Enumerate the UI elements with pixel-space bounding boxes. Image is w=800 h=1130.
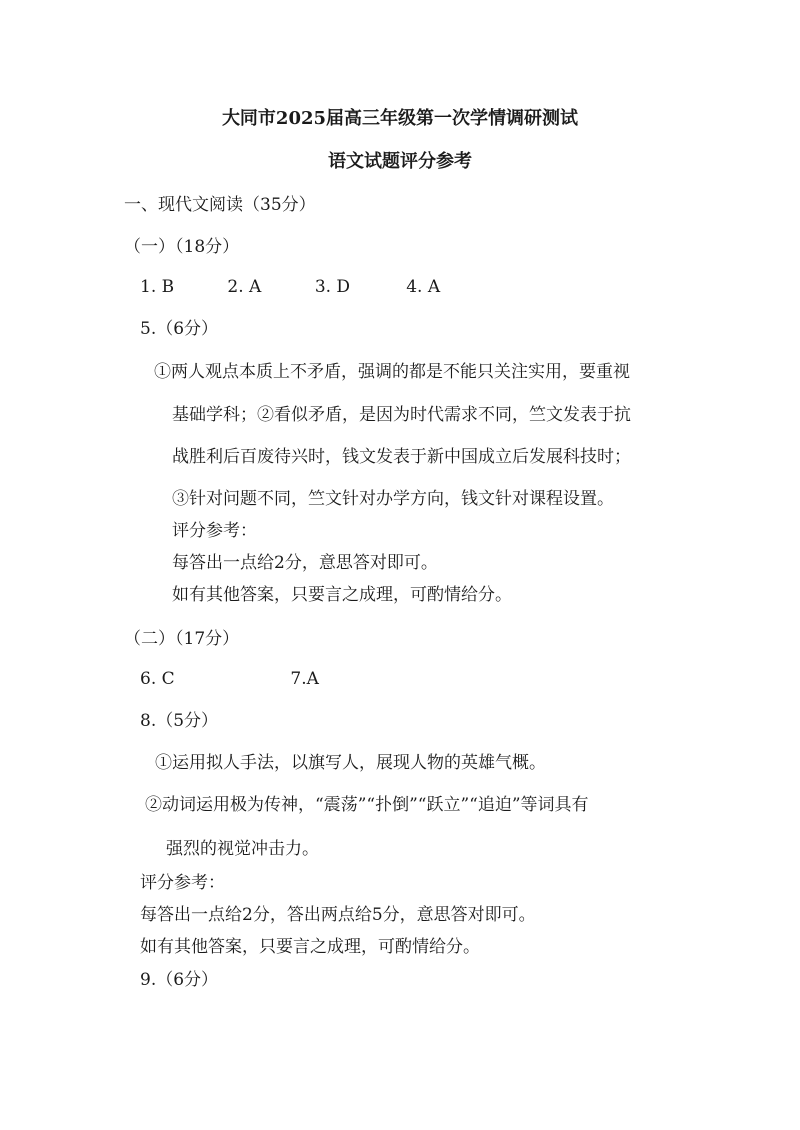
- part1-heading: （一）（18分）: [124, 237, 240, 257]
- answer-q6: 6. C: [140, 669, 175, 689]
- document-subtitle: 语文试题评分参考: [328, 151, 472, 172]
- q5-answer-line-1: ①两人观点本质上不矛盾，强调的都是不能只关注实用，要重视: [154, 362, 630, 382]
- q8-scoring-line-1: 每答出一点给2分，答出两点给5分，意思答对即可。: [140, 905, 536, 925]
- part1-answers-row: [140, 276, 440, 298]
- q8-label: 8.（5分）: [140, 711, 219, 731]
- q5-scoring-line-2: 如有其他答案，只要言之成理，可酌情给分。: [172, 585, 512, 605]
- answer-q2: 2. A: [227, 277, 262, 297]
- section-heading-modern-reading: 一、现代文阅读（35分）: [124, 195, 316, 215]
- answer-q1: 1. B: [140, 277, 175, 297]
- part2-answers-row: [140, 668, 319, 690]
- q5-answer-line-2: 基础学科；②看似矛盾，是因为时代需求不同，竺文发表于抗: [172, 405, 631, 425]
- part2-heading: （二）（17分）: [124, 629, 240, 649]
- answer-q7: 7.A: [290, 669, 319, 689]
- q5-label: 5.（6分）: [140, 319, 219, 339]
- q8-answer-line-3: 强烈的视觉冲击力。: [166, 839, 319, 859]
- document-title: 大同市2025届高三年级第一次学情调研测试: [221, 108, 579, 129]
- answer-q4: 4. A: [406, 277, 441, 297]
- q5-answer-line-3: 战胜利后百废待兴时，钱文发表于新中国成立后发展科技时；: [172, 447, 631, 467]
- answer-q3: 3. D: [314, 277, 351, 297]
- q8-scoring-line-2: 如有其他答案，只要言之成理，可酌情给分。: [140, 937, 480, 957]
- q5-scoring-title: 评分参考：: [172, 521, 257, 541]
- q8-answer-line-2: ②动词运用极为传神，“震荡”“扑倒”“跃立”“追迫”等词具有: [145, 795, 589, 815]
- q5-scoring-line-1: 每答出一点给2分，意思答对即可。: [172, 553, 438, 573]
- q9-label: 9.（6分）: [140, 970, 219, 990]
- q8-answer-line-1: ①运用拟人手法，以旗写人，展现人物的英雄气概。: [155, 753, 546, 773]
- q5-answer-line-4: ③针对问题不同，竺文针对办学方向，钱文针对课程设置。: [172, 489, 614, 509]
- q8-scoring-title: 评分参考：: [140, 873, 225, 893]
